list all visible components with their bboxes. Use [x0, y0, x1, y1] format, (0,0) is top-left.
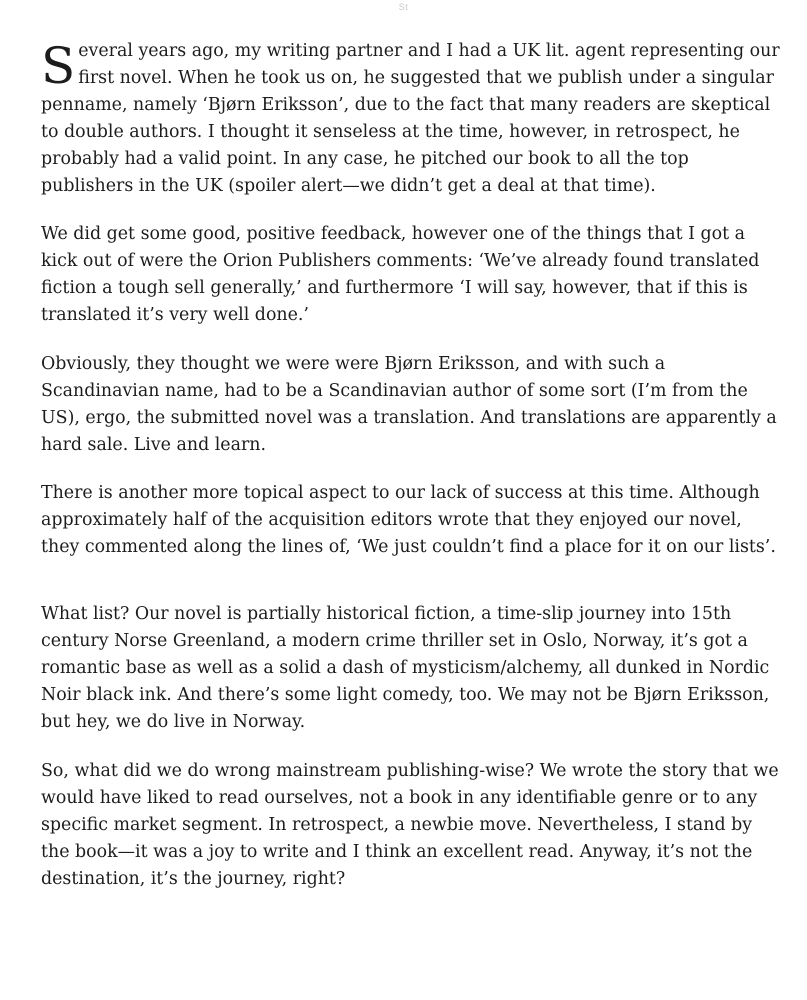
- paragraph: What list? Our novel is partially historical fiction, a time-slip journey into 15th century Norse Greenland, a modern crime thriller set in Oslo, Norway, it’s got a romantic base as well as a solid a dash of mysticism/alchemy, all dunked in Nordic Noir black ink. And there’s some light comedy, too. We may not be Bjørn Eriksson, but hey, we do live in Norway.: [41, 604, 770, 732]
- paragraph-text: everal years ago, my writing partner and I had a UK lit. agent representing our first novel. When he took us on, he suggested that we publish under a singular penname, namely ‘Bjørn Eriksson’, due to the fact that many readers are skeptical to double authors. I thought it senseless at the time, however, in retrospect, he probably had a valid point. In any case, he pitched our book to all the top publishers in the UK (spoiler alert—we didn’t get a deal at that time).: [41, 41, 780, 196]
- paragraph: There is another more topical aspect to our lack of success at this time. Although approximately half of the acquisition editors wrote that they enjoyed our novel, they commented along the lines of, ‘We just couldn’t find a place for it on our lists’.: [41, 483, 776, 557]
- article-body: [41, 38, 781, 915]
- paragraph: We did get some good, positive feedback, however one of the things that I got a kick out of were the Orion Publishers comments: ‘We’ve already found translated fiction a tough sell generally,’ and furthermore ‘I will say, however, that if this is translated it’s very well done.’: [41, 224, 760, 325]
- page-header-mark: St: [398, 2, 409, 12]
- drop-cap: S: [41, 37, 76, 95]
- paragraph: Obviously, they thought we were were Bjørn Eriksson, and with such a Scandinavian name, had to be a Scandinavian author of some sort (I’m from the US), ergo, the submitted novel was a translation. And translations are apparently a hard sale. Live and learn.: [41, 354, 777, 455]
- paragraph: [41, 38, 781, 200]
- paragraph: So, what did we do wrong mainstream publishing-wise? We wrote the story that we would have liked to read ourselves, not a book in any identifiable genre or to any specific market segment. In retrospect, a newbie move. Nevertheless, I stand by the book—it was a joy to write and I think an excellent read. Anyway, it’s not the destination, it’s the journey, right?: [41, 761, 779, 889]
